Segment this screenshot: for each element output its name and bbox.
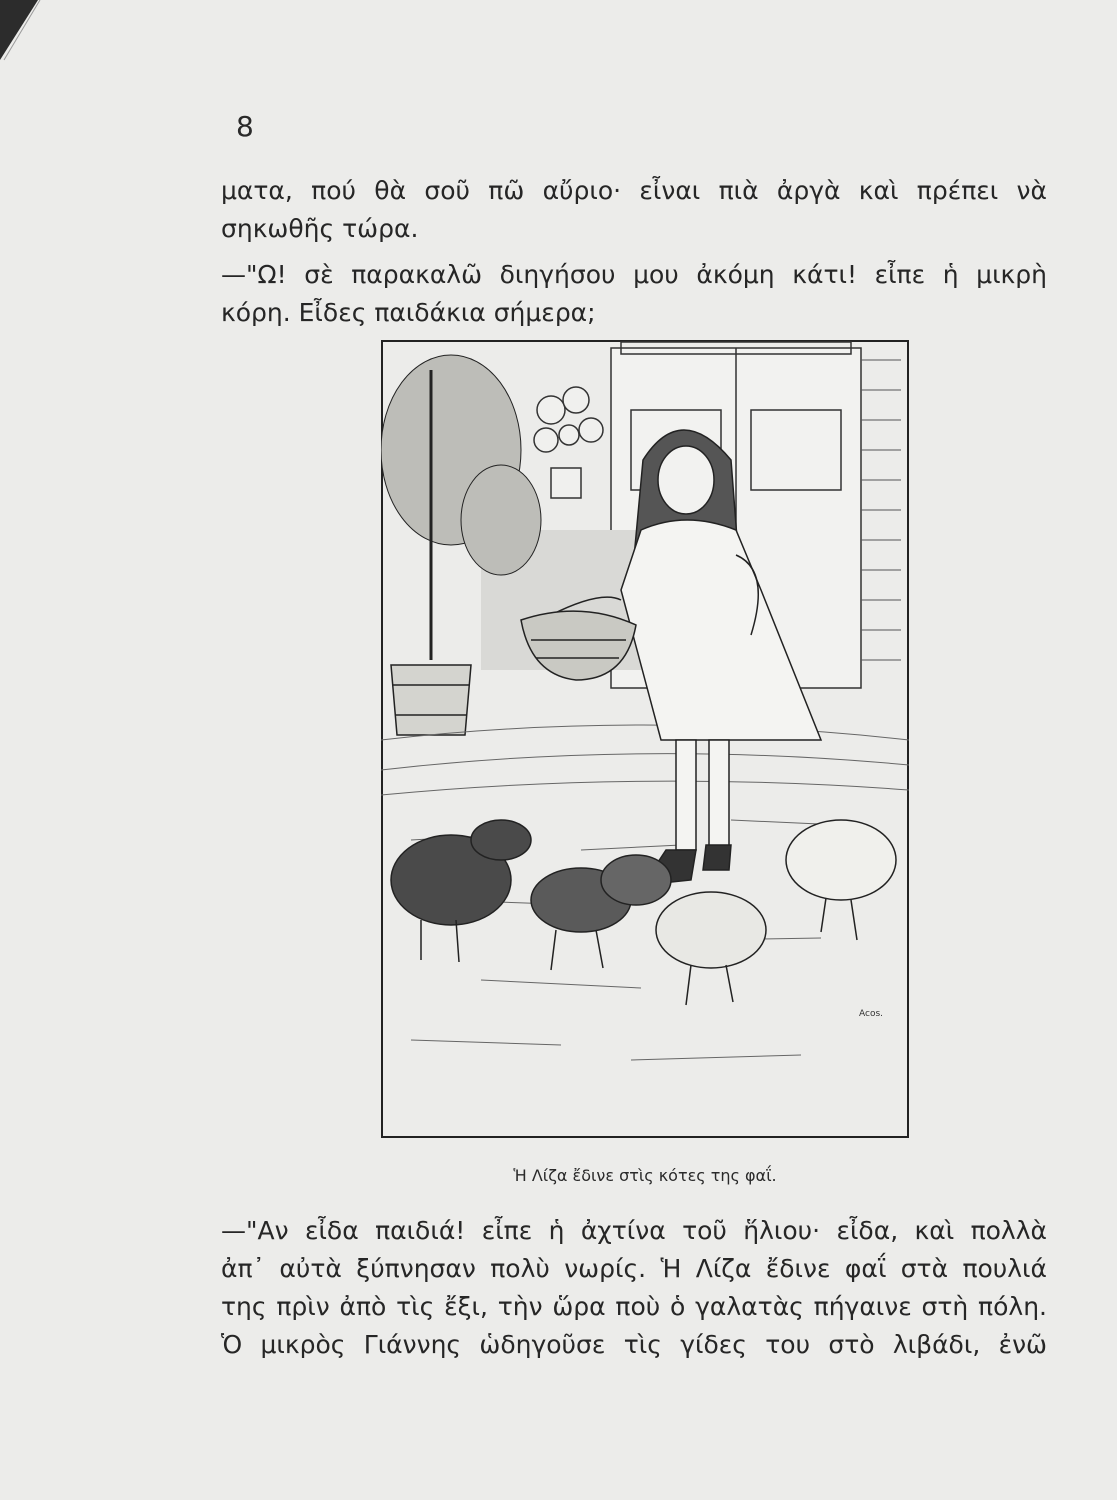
- text-line: ἀπ᾽ αὐτὰ ξύπνησαν πολὺ νωρίς. Ἡ Λίζα ἔδινε φαΐ στὰ πουλιά: [221, 1254, 1047, 1283]
- paragraph-1: [221, 172, 1047, 248]
- illustration-girl-feeding-hens: [381, 340, 909, 1138]
- text-line: κόρη. Εἶδες παιδάκια σήμερα;: [221, 298, 596, 327]
- text-line: ματα, πού θὰ σοῦ πῶ αὔριο· εἶναι πιὰ ἀργὰ καὶ πρέπει νὰ: [221, 176, 1047, 205]
- paragraph-3: [221, 1212, 1047, 1364]
- paragraph-2: [221, 256, 1047, 332]
- text-line: —"Αν εἶδα παιδιά! εἶπε ἡ ἀχτίνα τοῦ ἥλιου· εἶδα, καὶ πολλὰ: [221, 1216, 1047, 1245]
- wooden-tub: [391, 665, 471, 735]
- text-line: της πρὶν ἀπὸ τὶς ἔξι, τὴν ὥρα πoὺ ὁ γαλατὰς πήγαινε στὴ πόλη.: [221, 1292, 1047, 1321]
- page-number: 8: [236, 110, 254, 143]
- illustration-signature: Acos.: [859, 1009, 884, 1019]
- text-line: σηκωθῆς τώρα.: [221, 214, 419, 243]
- illustration-caption: Ἡ Λίζα ἔδινε στὶς κότες της φαΐ.: [513, 1166, 777, 1185]
- text-line: —"Ω! σὲ παρακαλῶ διηγήσου μου ἀκόμη κάτι! εἶπε ἡ μικρὴ: [221, 260, 1047, 289]
- text-line: Ὁ μικρὸς Γιάννης ὡδηγοῦσε τὶς γίδες του στὸ λιβάδι, ἐνῶ: [221, 1330, 1047, 1359]
